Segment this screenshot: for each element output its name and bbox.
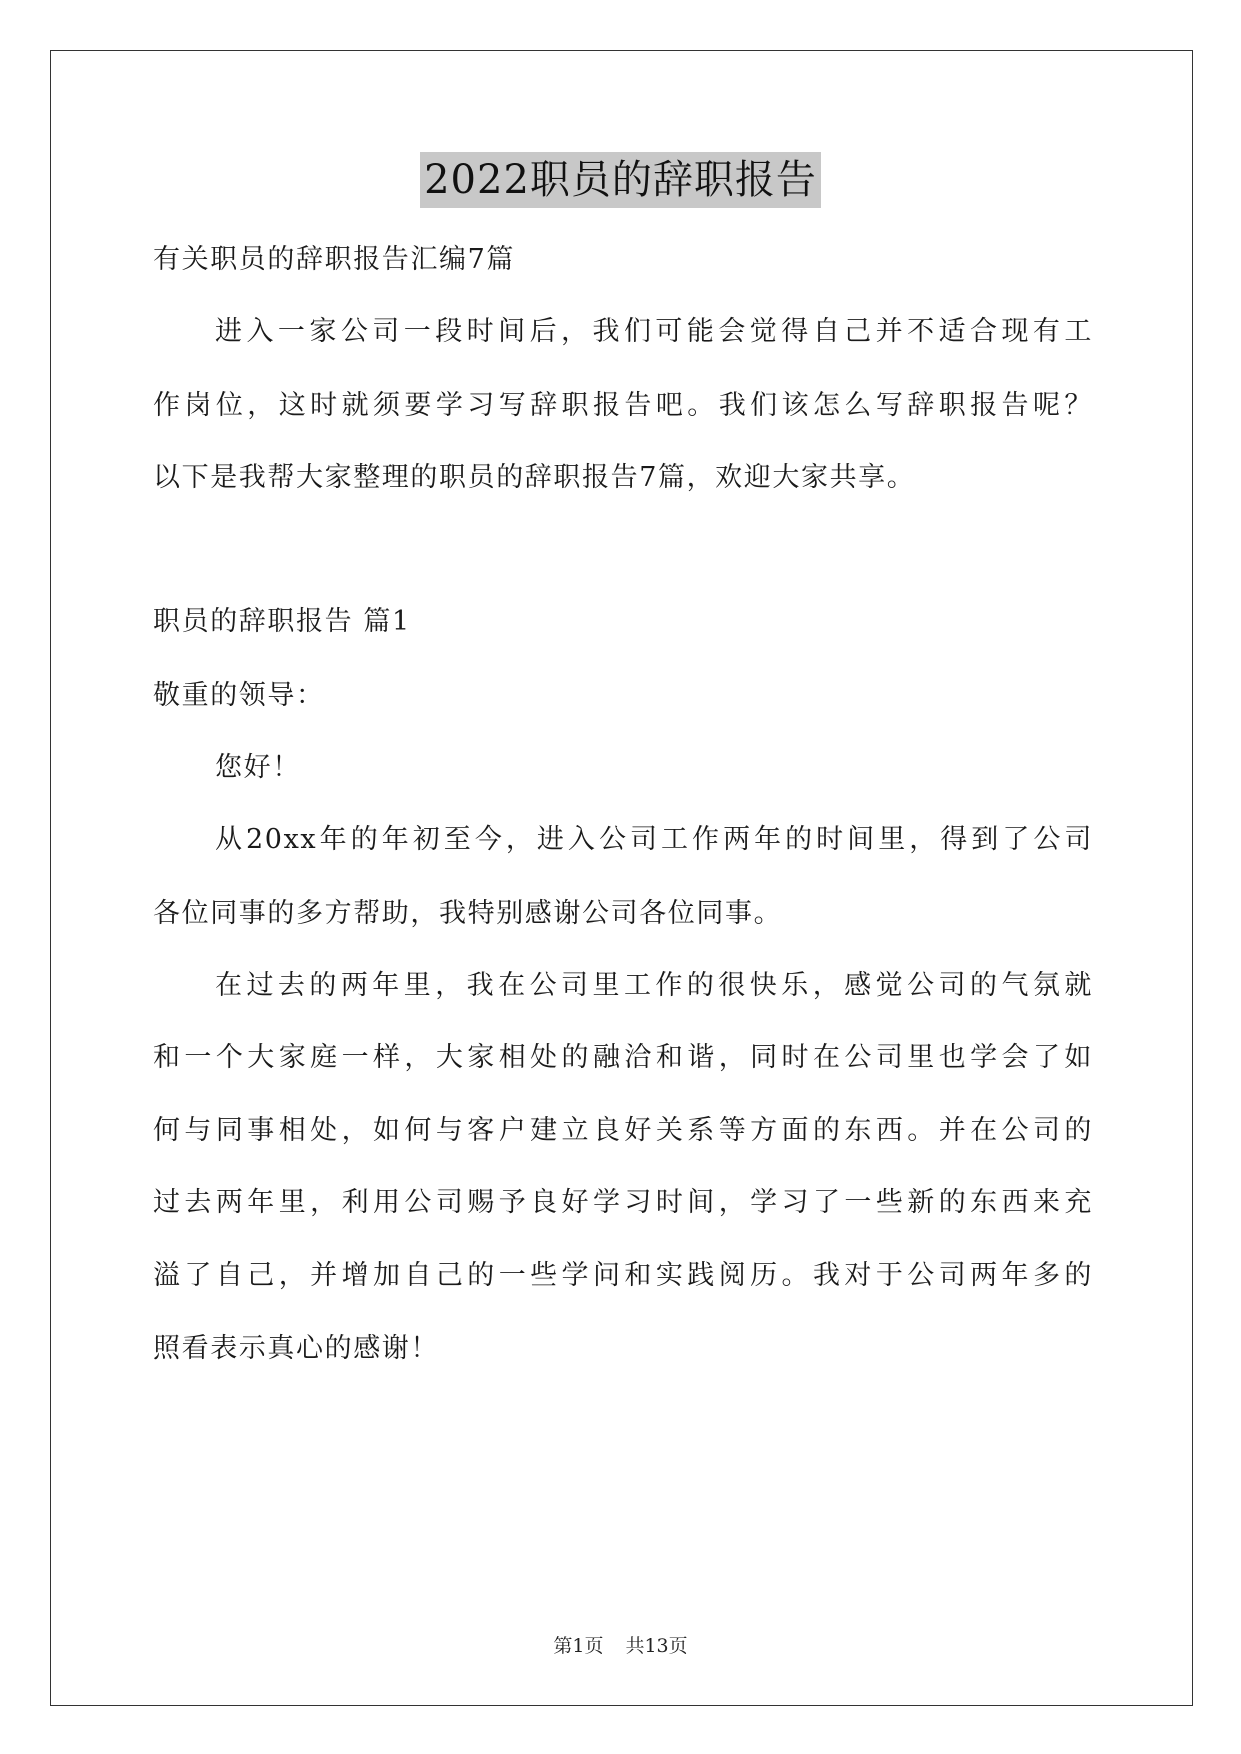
page-number: 第1页 [553,1635,604,1657]
page-total: 共13页 [625,1635,688,1657]
page-border [50,50,1193,1706]
para2-line-2: 和一个大家庭一样，大家相处的融洽和谐，同时在公司里也学会了如 [153,1042,1093,1073]
para2-line-6: 照看表示真心的感谢！ [153,1333,439,1364]
page-footer [0,1632,1241,1660]
para2-line-4: 过去两年里，利用公司赐予良好学习时间，学习了一些新的东西来充 [153,1187,1093,1218]
section-heading: 职员的辞职报告 篇1 [153,606,411,637]
para2-line-5: 溢了自己，并增加自己的一些学问和实践阅历。我对于公司两年多的 [153,1260,1093,1291]
document-subtitle: 有关职员的辞职报告汇编7篇 [153,244,515,275]
para1-line-1: 从20xx年的年初至今，进入公司工作两年的时间里，得到了公司 [215,824,1093,855]
para2-line-1: 在过去的两年里，我在公司里工作的很快乐，感觉公司的气氛就 [215,970,1093,1001]
para2-line-3: 何与同事相处，如何与客户建立良好关系等方面的东西。并在公司的 [153,1115,1093,1146]
intro-line-1: 进入一家公司一段时间后，我们可能会觉得自己并不适合现有工 [215,316,1093,347]
title-container [0,152,1241,208]
document-title: 2022职员的辞职报告 [420,152,821,208]
intro-line-3: 以下是我帮大家整理的职员的辞职报告7篇，欢迎大家共享。 [153,462,916,493]
salutation: 敬重的领导： [153,680,325,711]
intro-line-2: 作岗位，这时就须要学习写辞职报告吧。我们该怎么写辞职报告呢？ [153,390,1093,421]
para1-line-2: 各位同事的多方帮助，我特别感谢公司各位同事。 [153,898,783,929]
greeting: 您好！ [215,752,301,783]
